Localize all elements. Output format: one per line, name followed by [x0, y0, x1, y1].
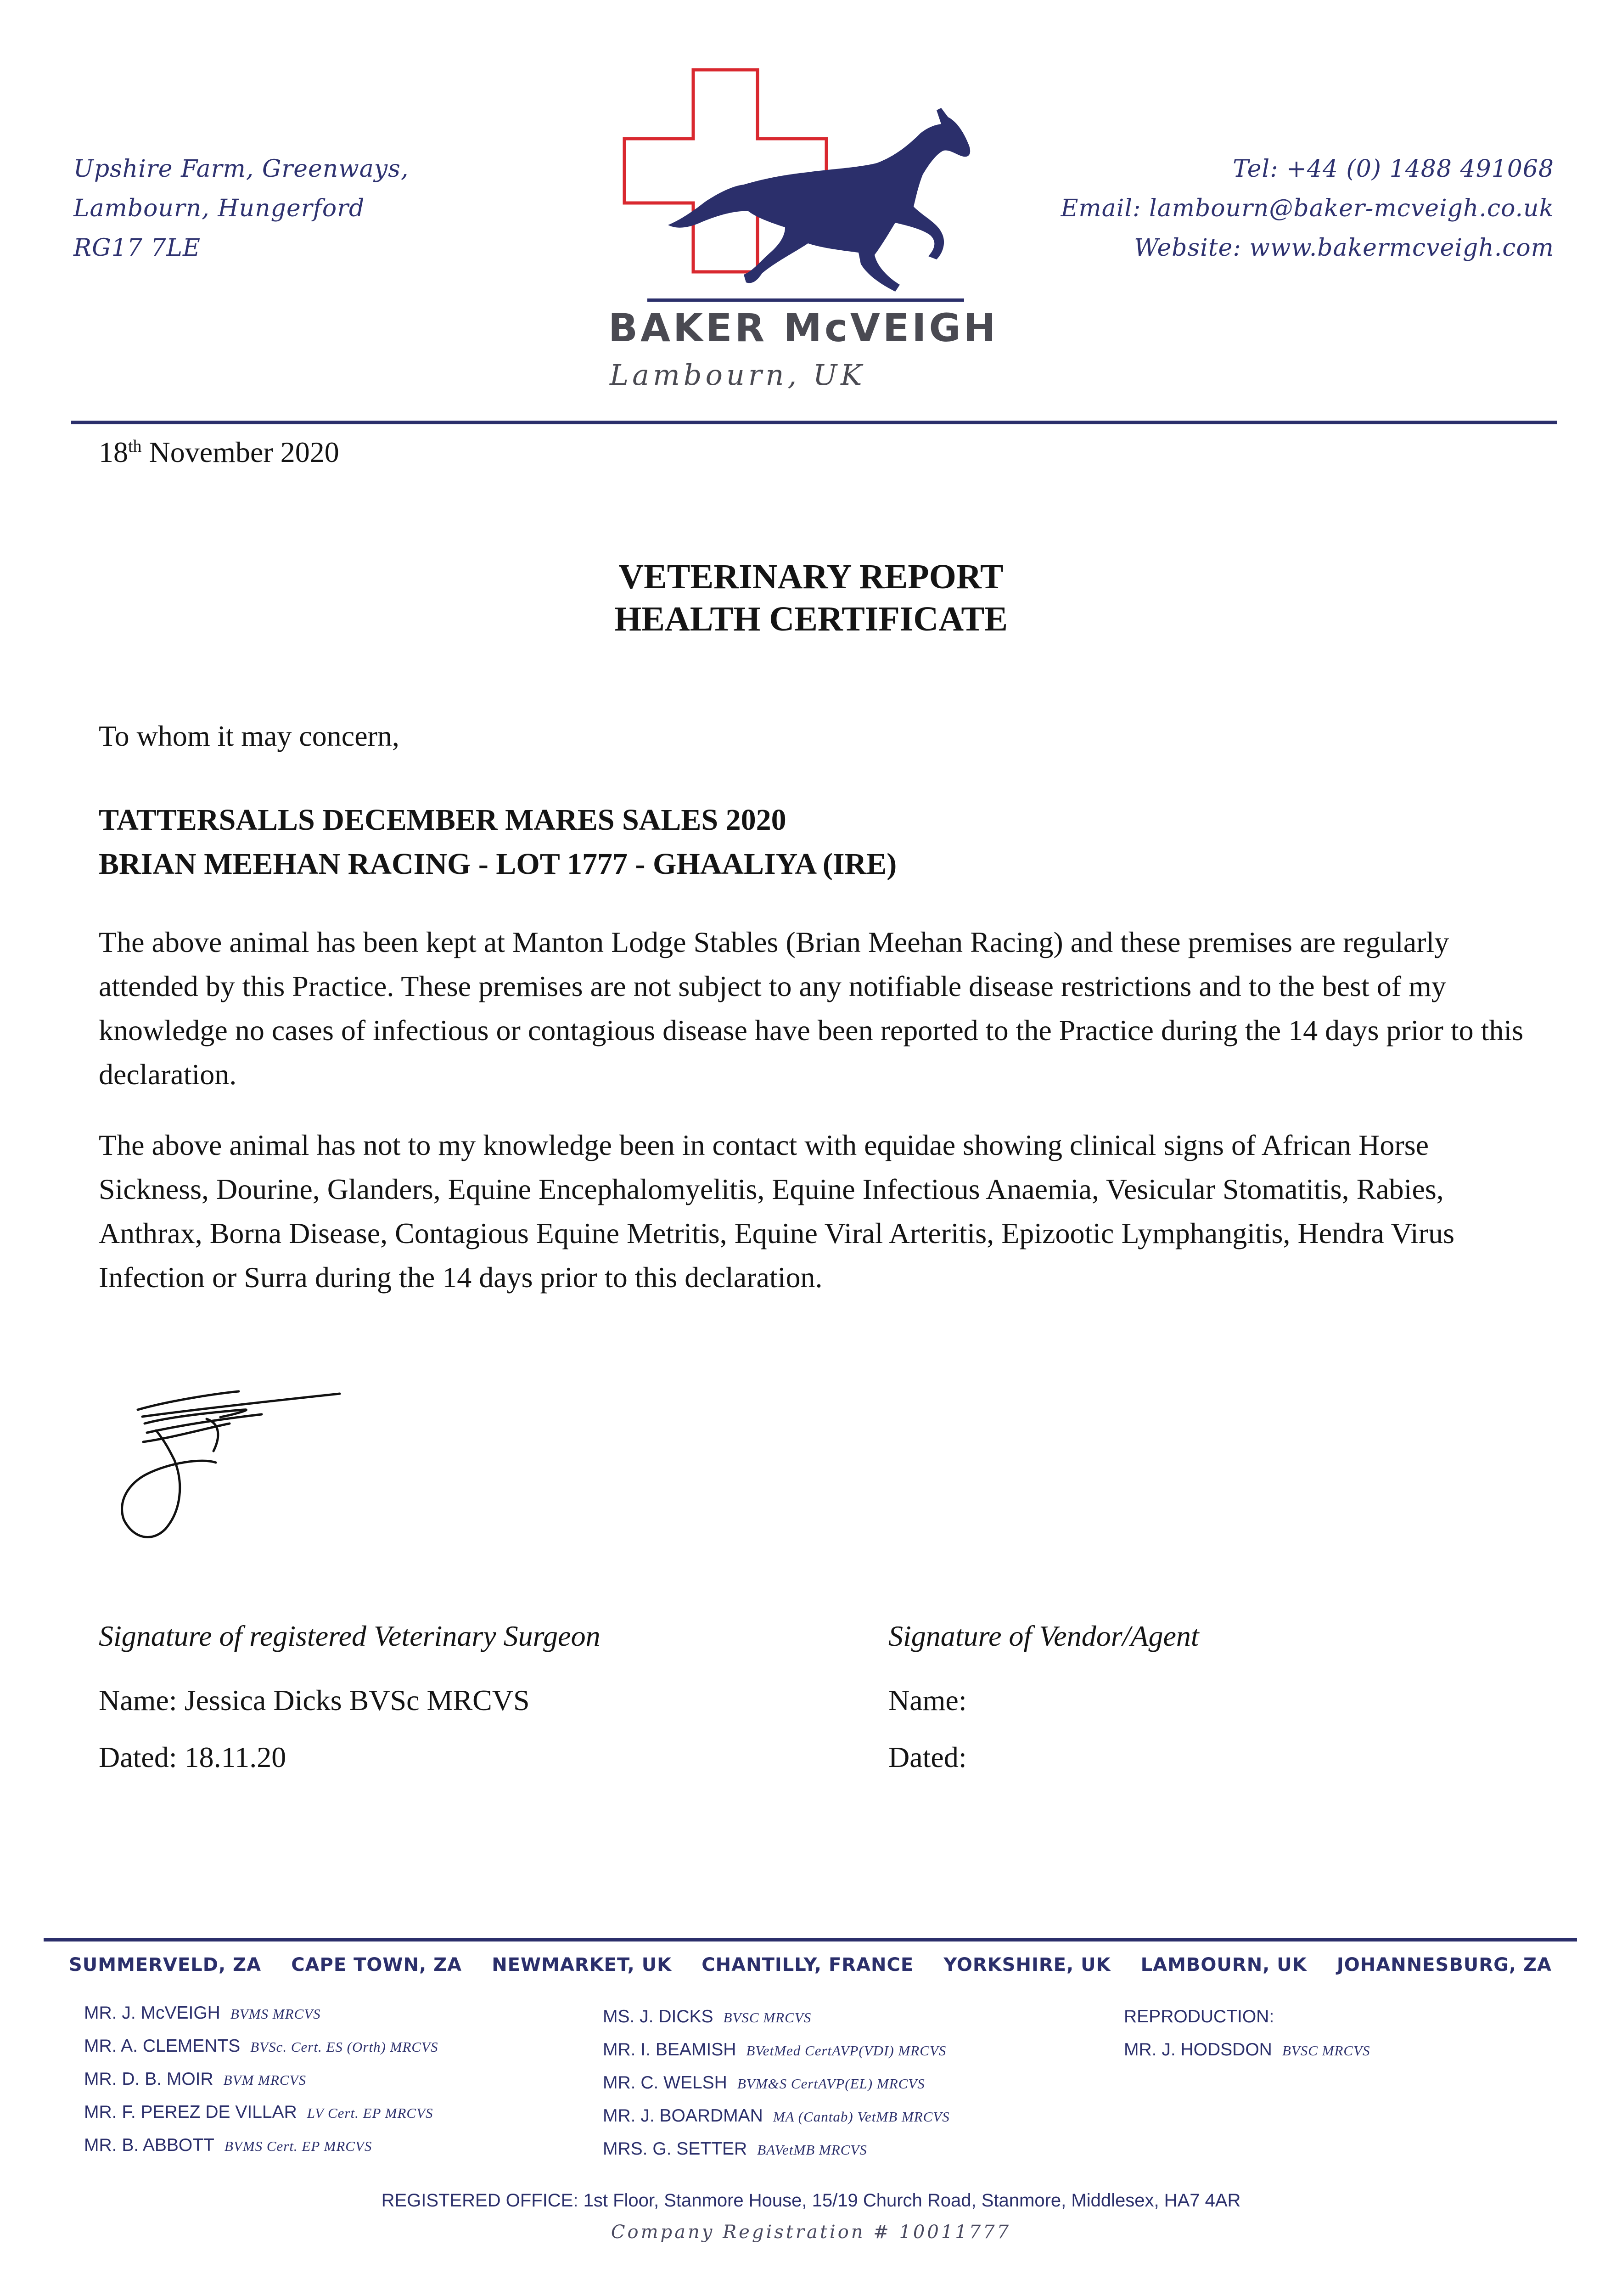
- contact-email: Email: lambourn@baker-mcveigh.co.uk: [1061, 195, 1554, 222]
- staff-name: REPRODUCTION:: [1124, 2007, 1274, 2026]
- staff-quals: BVSC MRCVS: [723, 2009, 812, 2026]
- vendor-signature-block: [888, 1614, 1199, 1779]
- subject-heading: [99, 798, 897, 886]
- staff-name: MR. F. PEREZ DE VILLAR: [84, 2102, 297, 2122]
- handwritten-signature: [101, 1373, 358, 1575]
- address-line: Upshire Farm, Greenways,: [73, 155, 409, 183]
- staff-name: MS. J. DICKS: [603, 2007, 713, 2026]
- footer-divider: [44, 1938, 1577, 1941]
- staff-name: MR. B. ABBOTT: [84, 2135, 214, 2155]
- address-line: RG17 7LE: [73, 234, 201, 262]
- practice-address: [73, 149, 409, 268]
- registered-office: REGISTERED OFFICE: 1st Floor, Stanmore House, 15/19 Church Road, Stanmore, Middlesex, HA7 4AR: [381, 2190, 1241, 2211]
- location-item: LAMBOURN, UK: [1140, 1954, 1307, 1975]
- location-item: CHANTILLY, FRANCE: [702, 1954, 914, 1975]
- staff-entry: [84, 2036, 438, 2069]
- address-line: Lambourn, Hungerford: [73, 195, 365, 222]
- staff-entry: [603, 2040, 950, 2073]
- staff-quals: BVSc. Cert. ES (Orth) MRCVS: [250, 2039, 438, 2055]
- header-divider: [71, 421, 1557, 424]
- staff-column: [84, 2003, 438, 2168]
- staff-entry: [84, 2003, 438, 2036]
- locations-list: [69, 1954, 1552, 1975]
- body-paragraph: The above animal has been kept at Manton Lodge Stables (Brian Meehan Racing) and these premises are regularly attended by this Practice. These premises are not subject to any notifiable disease restrictions and to the best of my knowledge no cases of infectious or contagious disease have been reported to the Practice during the 14 days prior to this declaration.: [99, 926, 1524, 1091]
- staff-entry: [603, 2139, 950, 2172]
- staff-name: MR. J. HODSDON: [1124, 2040, 1272, 2060]
- staff-name: MR. D. B. MOIR: [84, 2069, 213, 2089]
- logo-location: Lambourn, UK: [610, 358, 866, 392]
- staff-name: MR. J. McVEIGH: [84, 2003, 220, 2023]
- staff-name: MR. C. WELSH: [603, 2073, 727, 2093]
- logo-name: BAKER McVEIGH: [608, 305, 999, 350]
- subject-line: BRIAN MEEHAN RACING - LOT 1777 - GHAALIYA (IRE): [99, 847, 897, 881]
- staff-quals: BVSC MRCVS: [1282, 2043, 1370, 2059]
- location-item: SUMMERVELD, ZA: [69, 1954, 262, 1975]
- contact-phone: Tel: +44 (0) 1488 491068: [1233, 155, 1554, 183]
- staff-entry: [603, 2106, 950, 2139]
- staff-quals: BVMS Cert. EP MRCVS: [224, 2138, 372, 2154]
- location-item: CAPE TOWN, ZA: [291, 1954, 462, 1975]
- staff-quals: BAVetMB MRCVS: [757, 2142, 867, 2158]
- staff-quals: BVM MRCVS: [223, 2072, 306, 2088]
- staff-name: MR. I. BEAMISH: [603, 2040, 736, 2060]
- letter-date: [99, 435, 339, 469]
- date-day: 18: [99, 436, 128, 468]
- vendor-name: Name:: [888, 1684, 967, 1716]
- location-item: JOHANNESBURG, ZA: [1336, 1954, 1552, 1975]
- staff-entry: [84, 2135, 438, 2168]
- staff-entry: [603, 2073, 950, 2106]
- staff-quals: BVetMed CertAVP(VDI) MRCVS: [746, 2043, 947, 2059]
- salutation: To whom it may concern,: [99, 720, 399, 752]
- staff-column: [603, 2007, 950, 2172]
- vendor-dated: Dated:: [888, 1741, 967, 1773]
- staff-entry: [603, 2007, 950, 2040]
- staff-quals: LV Cert. EP MRCVS: [307, 2105, 433, 2121]
- staff-name: MR. J. BOARDMAN: [603, 2106, 763, 2126]
- vet-dated: Dated: 18.11.20: [99, 1741, 286, 1773]
- staff-quals: BVMS MRCVS: [230, 2006, 321, 2022]
- staff-name: MR. A. CLEMENTS: [84, 2036, 241, 2056]
- title-line: VETERINARY REPORT: [618, 557, 1004, 596]
- staff-entry: [84, 2102, 438, 2135]
- contact-website: Website: www.bakermcveigh.com: [1134, 234, 1554, 262]
- practice-contact: [1061, 149, 1554, 268]
- date-month-year: November 2020: [141, 436, 339, 468]
- location-item: YORKSHIRE, UK: [943, 1954, 1111, 1975]
- vet-signature-caption: Signature of registered Veterinary Surgeon: [99, 1620, 601, 1652]
- vendor-signature-caption: Signature of Vendor/Agent: [888, 1620, 1199, 1652]
- staff-entry: [84, 2069, 438, 2102]
- title-line: HEALTH CERTIFICATE: [614, 600, 1008, 638]
- body-paragraph: The above animal has not to my knowledge been in contact with equidae showing clinical signs of African Horse Sickness, Dourine, Glanders, Equine Encephalomyelitis, Equine Infectious Anaemia, Vesicular Stomatitis, Rabies, Anthrax, Borna Disease, Contagious Equine Metritis, Equine Viral Arteritis, Epizootic Lymphangitis, Hendra Virus Infection or Surra during the 14 days prior to this declaration.: [99, 1129, 1454, 1294]
- date-suffix: th: [128, 437, 142, 456]
- document-title: [0, 556, 1622, 640]
- vet-name: Name: Jessica Dicks BVSc MRCVS: [99, 1684, 530, 1716]
- staff-column: [1124, 2007, 1370, 2073]
- staff-section-label: [1124, 2007, 1370, 2040]
- vet-signature-block: [99, 1614, 601, 1779]
- subject-line: TATTERSALLS DECEMBER MARES SALES 2020: [99, 803, 786, 837]
- staff-quals: MA (Cantab) VetMB MRCVS: [773, 2109, 950, 2125]
- staff-entry: [1124, 2040, 1370, 2073]
- location-item: NEWMARKET, UK: [492, 1954, 672, 1975]
- company-registration: Company Registration # 10011777: [611, 2222, 1011, 2243]
- staff-name: MRS. G. SETTER: [603, 2139, 747, 2159]
- staff-quals: BVM&S CertAVP(EL) MRCVS: [737, 2076, 925, 2092]
